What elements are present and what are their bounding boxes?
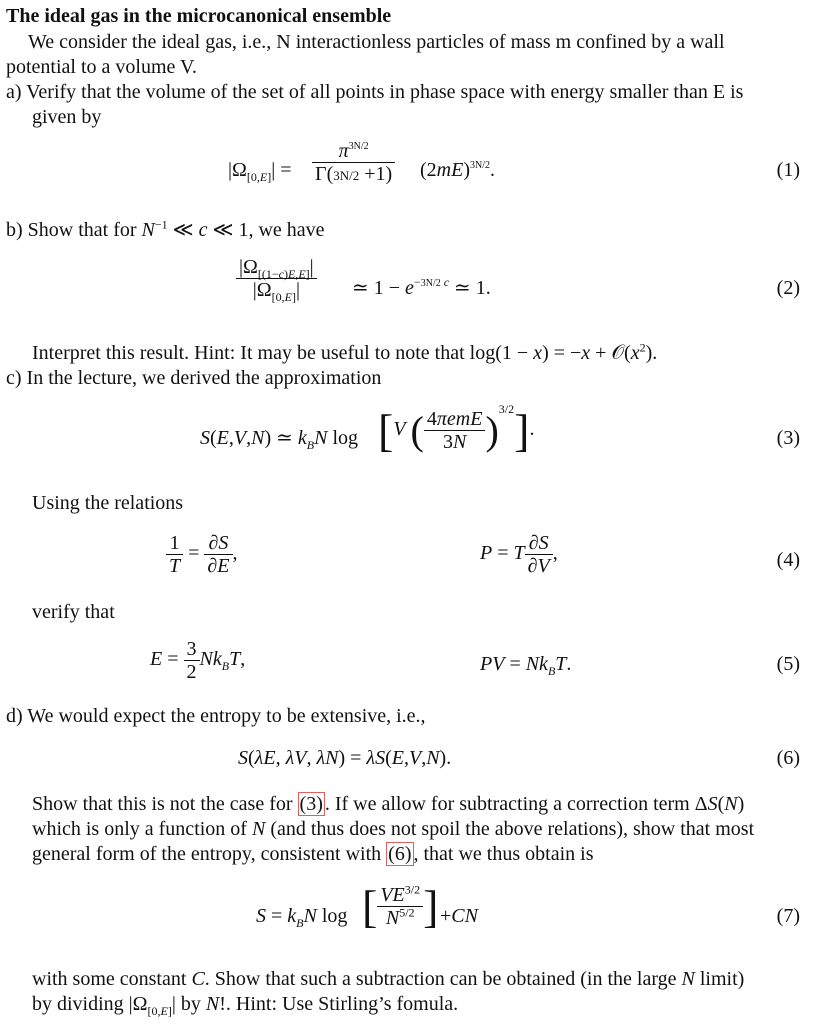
eq5-left: E = $\frac{3}{2}$ $Nk_BT$, — [150, 638, 246, 683]
part-b-line: b) Show that for $N^{-1}$ ≪ c ≪ 1, we have — [6, 217, 325, 241]
eq1-lhs: $|\Omega_{[0,E]}|$ = — [228, 159, 292, 184]
eq3-label: (3) — [776, 427, 800, 449]
final-line-1: with some constant C. Show that such a subtraction can be obtained (in the large N limit) — [32, 968, 745, 990]
part-c-line: c) In the lecture, we derived the approximation — [6, 367, 382, 389]
interpret-hint: Interpret this result. Hint: It may be useful to note that $\log(1 - x) = -x + 𝒪(x^2)$. — [32, 340, 658, 364]
eq7-lhs: $S = k_BN$ log — [256, 905, 348, 930]
final-line-2: by dividing $|\Omega_{[0,E]}|$ by N!. Hint: Use Stirling’s fomula. — [32, 993, 459, 1018]
eq1-rhs: $(2mE)^{3N/2}$. — [420, 159, 496, 181]
part-d-line: d) We would expect the entropy to be extensive, i.e., — [6, 705, 426, 727]
eq1-label: (1) — [776, 159, 800, 181]
show-line-2: which is only a function of N (and thus does not spoil the above relations), show that most — [32, 818, 755, 840]
eq2-rhs: ≃ $1 - e^{-3N/2 c}$ ≃ 1. — [352, 275, 491, 299]
eq2-label: (2) — [776, 277, 800, 299]
eq5-label: (5) — [776, 653, 800, 675]
equation-2 — [0, 256, 834, 316]
using-relations: Using the relations — [32, 492, 184, 514]
eq4-right: P = T $\frac{\partial S}{\partial V}$ , — [480, 532, 558, 577]
eq2-fraction: $\frac{|\Omega_{[(1-c)E,E]}|}{|\Omega_{[0,E]}|}$ — [236, 256, 317, 301]
equation-5 — [0, 636, 834, 686]
eq7-label: (7) — [776, 905, 800, 927]
eq1-fraction: $\frac{\pi^{3N/2}}{\Gamma(3N/2 +1)}$ — [312, 140, 395, 187]
equation-6 — [0, 746, 834, 776]
part-a-line-1: a) Verify that the volume of the set of all points in phase space with energy smaller than E is — [6, 81, 744, 103]
equation-3 — [0, 404, 834, 464]
eq6-label: (6) — [776, 747, 800, 769]
verify-that: verify that — [32, 601, 115, 623]
intro-line-1: We consider the ideal gas, i.e., N interactionless particles of mass m confined by a wall — [28, 31, 725, 53]
eq7-rhs: +CN — [440, 905, 478, 927]
equation-4 — [0, 530, 834, 586]
part-a-line-2: given by — [32, 106, 102, 128]
eq4-label: (4) — [776, 549, 800, 571]
show-line-3: general form of the entropy, consistent with (6) , that we thus obtain is — [32, 843, 594, 865]
eq4-left: $\frac{1}{T}$ = $\frac{\partial S}{\partial E}$ , — [166, 532, 238, 577]
eq3-bracket-expression: [V ( $\frac{\text{4πemE}}{3N}$ )$^{3/2}$]. — [378, 402, 535, 456]
equation-7 — [0, 880, 834, 946]
eq5-right: PV = $Nk_BT$. — [480, 653, 572, 678]
equation-1 — [0, 140, 834, 200]
eq7-bracket-fraction: [ $\frac{VE^{3/2}}{N^{5/2}}$ ] — [362, 881, 439, 932]
eq6-body: S(λE, λV, λN) = λS(E,V,N). — [238, 747, 452, 769]
problem-title: The ideal gas in the microcanonical ensemble — [6, 5, 392, 27]
intro-line-2: potential to a volume V. — [6, 56, 197, 78]
show-line-1: Show that this is not the case for (3) . If we allow for subtracting a correction term ΔS(N) — [32, 793, 745, 815]
eq3-lhs: S(E,V,N) ≃ $k_BN$ log — [200, 427, 359, 452]
